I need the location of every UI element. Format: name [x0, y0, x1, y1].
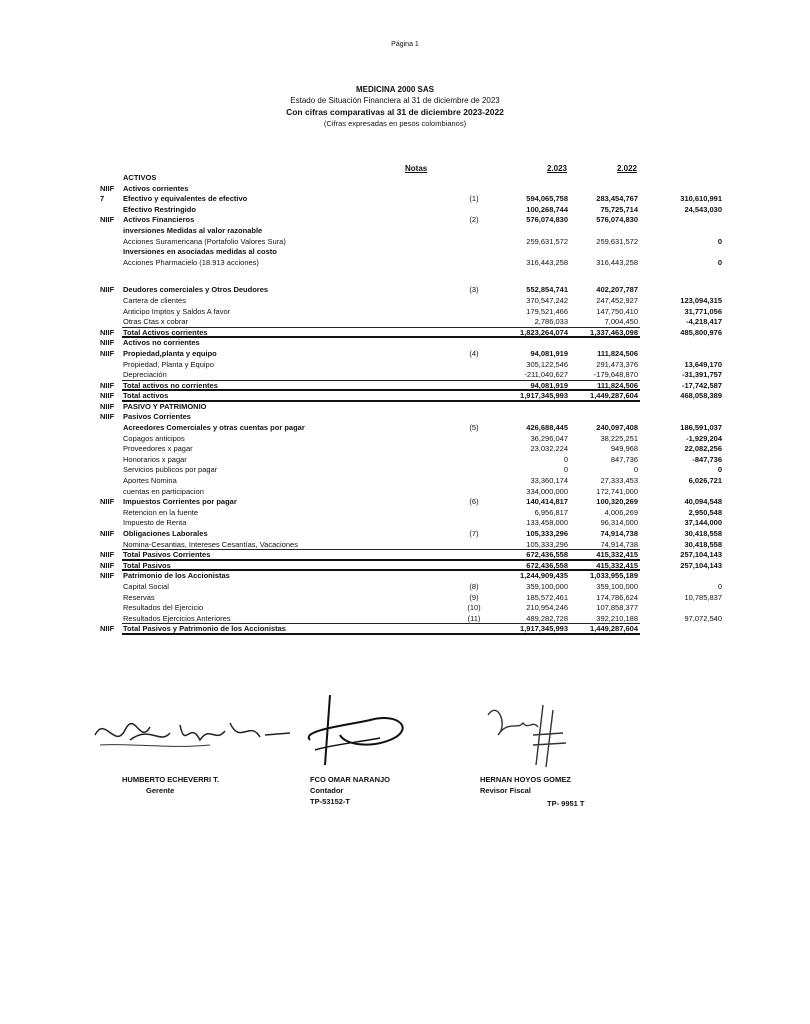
value-2023: 672,436,558 [526, 550, 568, 560]
row-label: Impuestos Corrientes por pagar [123, 497, 237, 507]
table-row [0, 285, 810, 296]
table-row [0, 370, 810, 381]
value-variation: 13,649,170 [684, 359, 722, 369]
signature-revisor-fiscal [478, 695, 588, 770]
value-2023: 0 [563, 454, 568, 464]
row-label: Obligaciones Laborales [123, 529, 208, 538]
value-2022: 74,914,738 [600, 539, 638, 549]
table-row [0, 529, 810, 540]
row-tag: NIIF [100, 412, 115, 422]
row-note: (5) [469, 423, 479, 433]
table-row [0, 571, 810, 582]
value-2023: 672,436,558 [526, 560, 568, 570]
value-2023: 179,521,466 [526, 306, 568, 316]
table-row [0, 296, 810, 307]
value-2022: 1,449,287,604 [590, 624, 638, 634]
value-variation: 97,072,540 [684, 613, 722, 623]
value-2022: 415,332,415 [596, 560, 638, 570]
value-2022: 38,225,251 [600, 433, 638, 443]
table-row [0, 349, 810, 360]
value-2022: 291,473,376 [596, 359, 638, 369]
value-variation: 40,094,548 [684, 497, 722, 507]
row-label: Proveedores x pagar [123, 444, 193, 454]
value-variation: 468,058,389 [680, 391, 722, 401]
value-2023: 316,443,258 [526, 257, 568, 267]
table-row [0, 508, 810, 519]
value-2023: 370,547,242 [526, 295, 568, 305]
table-row [0, 444, 810, 455]
value-2023: 1,823,264,074 [520, 327, 568, 337]
row-label: Resultados del Ejercicio [123, 603, 204, 613]
value-variation: 0 [717, 236, 722, 246]
row-tag: NIIF [100, 497, 115, 507]
row-label: Total Pasivos [123, 560, 171, 570]
row-label: Aportes Nomina [123, 476, 177, 486]
table-row [0, 247, 810, 258]
value-2022: 1,337,463,098 [590, 327, 638, 337]
signer-role: Gerente [146, 786, 175, 795]
table-row [0, 434, 810, 445]
row-label: Resultados Ejercicios Anteriores [123, 613, 231, 623]
row-note: (11) [467, 613, 481, 623]
value-2023: 33,360,174 [530, 476, 568, 486]
value-2022: 949,968 [610, 444, 638, 454]
row-label: Inversiones en asociadas medidas al costo [123, 247, 277, 257]
row-note: (4) [469, 348, 479, 358]
table-row [0, 550, 810, 561]
value-2022: 247,452,927 [596, 295, 638, 305]
signature-contador [290, 690, 420, 770]
value-2022: 96,314,000 [600, 518, 638, 528]
row-label: Total Pasivos Corrientes [123, 550, 211, 560]
signer-revisor-fiscal [480, 774, 571, 796]
row-tag: NIIF [100, 624, 115, 634]
row-label: Pasivos Corrientes [123, 412, 191, 422]
value-2022: 74,914,738 [600, 529, 638, 538]
row-tag: NIIF [100, 348, 115, 358]
value-2022: 107,858,377 [596, 603, 638, 613]
row-tag: NIIF [100, 571, 115, 581]
value-2023: 140,414,817 [526, 497, 568, 507]
value-2022: 1,033,955,189 [590, 571, 638, 581]
signer-name: HERNAN HOYOS GOMEZ [480, 775, 571, 784]
value-variation: 24,543,030 [684, 204, 722, 214]
value-2023: 36,296,047 [530, 433, 568, 443]
value-2022: 75,725,714 [600, 204, 638, 214]
value-2022: 174,786,624 [596, 592, 638, 602]
row-tag: NIIF [100, 285, 115, 295]
value-2022: 172,741,000 [596, 486, 638, 496]
year-2023-column-header: 2.023 [546, 164, 567, 173]
table-row [0, 465, 810, 476]
value-2023: 1,244,909,435 [520, 571, 568, 581]
units-note: (Cifras expresadas en pesos colombianos) [323, 119, 467, 128]
row-label: Reservas [123, 592, 155, 602]
value-2022: 359,100,000 [596, 581, 638, 591]
value-variation: 0 [717, 465, 722, 475]
value-2023: 1,917,345,993 [520, 624, 568, 634]
row-note: (6) [469, 497, 479, 507]
row-tag: NIIF [100, 327, 115, 337]
row-label: Acciones Suramericana (Portafolio Valores Sura) [123, 236, 286, 246]
table-row [0, 184, 810, 195]
value-2023: 0 [563, 465, 568, 475]
value-variation: 31,771,056 [684, 306, 722, 316]
table-row [0, 624, 810, 635]
value-2023: 100,268,744 [526, 204, 568, 214]
row-label: Copagos anticipos [123, 433, 185, 443]
table-row [0, 603, 810, 614]
year-2022-column-header: 2.022 [616, 164, 637, 173]
value-2023: 23,032,224 [530, 444, 568, 454]
notes-column-header: Notas [405, 164, 428, 173]
table-row [0, 205, 810, 216]
value-variation: -4,218,417 [686, 317, 722, 327]
value-2023: 334,000,000 [526, 486, 568, 496]
table-row [0, 412, 810, 423]
table-row [0, 338, 810, 349]
row-tag: 7 [100, 194, 105, 204]
table-row [0, 423, 810, 434]
value-2022: 392,210,188 [596, 613, 638, 623]
table-row [0, 455, 810, 466]
row-note: (9) [469, 592, 479, 602]
value-2022: -179,648,870 [593, 370, 638, 380]
table-row [0, 614, 810, 625]
value-variation: 22,082,256 [684, 444, 722, 454]
row-tag: NIIF [100, 391, 115, 401]
value-2022: 415,332,415 [596, 550, 638, 560]
table-row [0, 226, 810, 237]
value-2022: 100,320,269 [596, 497, 638, 507]
row-label: Activos no corrientes [123, 338, 200, 348]
value-2022: 27,333,453 [600, 476, 638, 486]
table-row [0, 328, 810, 339]
row-tag: NIIF [100, 401, 115, 411]
row-tag: NIIF [100, 529, 115, 538]
row-tag: NIIF [100, 550, 115, 560]
value-2022: 576,074,830 [596, 215, 638, 225]
table-row [0, 194, 810, 205]
row-label: Total activos [123, 391, 169, 401]
value-2022: 283,454,767 [596, 194, 638, 204]
value-variation: 30,418,558 [684, 539, 722, 549]
row-label: Efectivo Restringido [123, 204, 196, 214]
value-2022: 316,443,258 [596, 257, 638, 267]
row-label: Efectivo y equivalentes de efectivo [123, 194, 248, 204]
row-label: PASIVO Y PATRIMONIO [123, 401, 207, 411]
value-variation: -847,736 [692, 454, 722, 464]
row-label: Nomina-Cesantias, Intereses Cesantías, Vacaciones [123, 539, 298, 549]
table-row [0, 540, 810, 551]
value-2023: 489,282,728 [526, 613, 568, 623]
row-label: Propiedad, Planta y Equipo [123, 359, 214, 369]
value-variation: 2,950,548 [688, 507, 722, 517]
value-2023: 185,572,461 [526, 592, 568, 602]
row-label: cuentas en participacion [123, 486, 204, 496]
row-note: (8) [469, 581, 479, 591]
table-row [0, 497, 810, 508]
signature-gerente [90, 705, 320, 765]
row-note: (3) [469, 285, 479, 295]
signer-contador [310, 774, 390, 807]
row-label: Propiedad,planta y equipo [123, 348, 217, 358]
table-row [0, 258, 810, 269]
value-2023: 6,956,817 [534, 507, 568, 517]
value-2023: 259,631,572 [526, 236, 568, 246]
signer-gerente [122, 774, 219, 796]
row-note: (10) [467, 603, 481, 613]
row-label: Servicios publicos por pagar [123, 465, 218, 475]
row-label: Retencion en la fuente [123, 507, 199, 517]
value-variation: 310,610,991 [680, 194, 722, 204]
row-label: inversiones Medidas al valor razonable [123, 225, 263, 235]
row-label: Patrimonio de los Accionistas [123, 571, 230, 581]
value-2023: 594,065,758 [526, 194, 568, 204]
row-spacer [0, 268, 810, 285]
value-2022: 847,736 [610, 454, 638, 464]
value-variation: 485,800,976 [680, 327, 722, 337]
value-2022: 259,631,572 [596, 236, 638, 246]
signer-role: Revisor Fiscal [480, 786, 531, 795]
row-label: Depreciación [123, 370, 167, 380]
row-label: Acreedores Comerciales y otras cuentas por pagar [123, 423, 305, 433]
row-label: Acciones Pharmacielo (18.913 acciones) [123, 257, 259, 267]
table-row [0, 487, 810, 498]
signer-license: TP-53152-T [310, 797, 351, 806]
row-label: Total Pasivos y Patrimonio de los Accionistas [123, 624, 286, 634]
table-row [0, 215, 810, 226]
table-row [0, 391, 810, 402]
table-row [0, 307, 810, 318]
signer-name: FCO OMAR NARANJO [310, 775, 390, 784]
row-tag: NIIF [100, 183, 115, 193]
value-2022: 111,824,506 [597, 348, 638, 358]
value-2022: 111,824,506 [597, 380, 638, 390]
value-2023: 305,122,546 [526, 359, 568, 369]
value-2022: 1,449,287,604 [590, 391, 638, 401]
table-row [0, 518, 810, 529]
company-name: MEDICINA 2000 SAS [356, 85, 434, 94]
value-variation: 37,144,000 [684, 518, 722, 528]
row-tag: NIIF [100, 380, 115, 390]
value-2023: 210,954,246 [526, 603, 568, 613]
table-row [0, 402, 810, 413]
value-2023: 1,917,345,993 [520, 391, 568, 401]
value-2022: 240,097,408 [596, 423, 638, 433]
value-variation: 6,026,721 [688, 476, 722, 486]
value-2023: 552,854,741 [526, 285, 568, 295]
row-label: Total Activos corrientes [123, 327, 208, 337]
value-2023: 133,458,000 [526, 518, 568, 528]
value-variation: -17,742,587 [681, 380, 722, 390]
statement-title: Estado de Situación Financiera al 31 de diciembre de 2023 [290, 96, 500, 105]
value-2023: 359,100,000 [526, 581, 568, 591]
row-label: Capital Social [123, 581, 169, 591]
value-variation: 0 [717, 581, 722, 591]
table-row [0, 317, 810, 328]
row-tag: NIIF [100, 560, 115, 570]
row-tag: NIIF [100, 338, 115, 348]
balance-sheet-table [0, 173, 810, 635]
row-label: Total activos no corrientes [123, 380, 218, 390]
value-2022: 4,006,269 [604, 507, 638, 517]
value-variation: 186,591,037 [680, 423, 722, 433]
row-tag: NIIF [100, 215, 115, 225]
value-variation: 10,785,837 [684, 592, 722, 602]
value-2023: 94,081,919 [530, 348, 568, 358]
row-note: (1) [469, 194, 479, 204]
value-2023: 2,786,033 [534, 317, 568, 327]
value-2023: 426,688,445 [526, 423, 568, 433]
value-2023: -211,040,627 [524, 370, 568, 380]
value-variation: 257,104,143 [680, 550, 722, 560]
row-label: Otras Ctas x cobrar [123, 317, 189, 327]
table-row [0, 381, 810, 392]
row-note: (7) [469, 529, 479, 538]
value-variation: 123,094,315 [680, 295, 722, 305]
table-row [0, 593, 810, 604]
row-label: Cartera de clientes [123, 295, 186, 305]
row-label: Anticipo Imptos y Saldos A favor [123, 306, 231, 316]
table-row [0, 582, 810, 593]
row-label: ACTIVOS [123, 173, 157, 182]
value-2022: 7,004,450 [604, 317, 638, 327]
value-2022: 0 [633, 465, 638, 475]
value-variation: 30,418,558 [684, 529, 722, 538]
value-2023: 105,333,296 [526, 529, 568, 538]
value-2023: 105,333,296 [526, 539, 568, 549]
table-row [0, 360, 810, 371]
table-row [0, 237, 810, 248]
row-label: Activos Financieros [123, 215, 195, 225]
table-row [0, 476, 810, 487]
value-variation: 0 [717, 257, 722, 267]
table-row [0, 173, 810, 184]
page-label: Página 1 [391, 41, 419, 48]
signer-name: HUMBERTO ECHEVERRI T. [122, 775, 219, 784]
comparative-note: Con cifras comparativas al 31 de diciembre 2023-2022 [286, 107, 504, 117]
row-label: Impuesto de Renta [123, 518, 187, 528]
row-label: Honorarios x pagar [123, 454, 187, 464]
value-2022: 147,750,410 [596, 306, 638, 316]
value-2023: 576,074,830 [526, 215, 568, 225]
signer-role: Contador [310, 786, 344, 795]
row-note: (2) [469, 215, 479, 225]
value-2022: 402,207,787 [596, 285, 638, 295]
value-variation: -31,391,757 [681, 370, 722, 380]
row-label: Activos corrientes [123, 183, 189, 193]
value-variation: 257,104,143 [680, 560, 722, 570]
fiscal-license: TP- 9951 T [547, 799, 585, 808]
table-row [0, 561, 810, 572]
value-variation: -1,929,204 [686, 433, 722, 443]
row-label: Deudores comerciales y Otros Deudores [123, 285, 269, 295]
value-2023: 94,081,919 [530, 380, 568, 390]
